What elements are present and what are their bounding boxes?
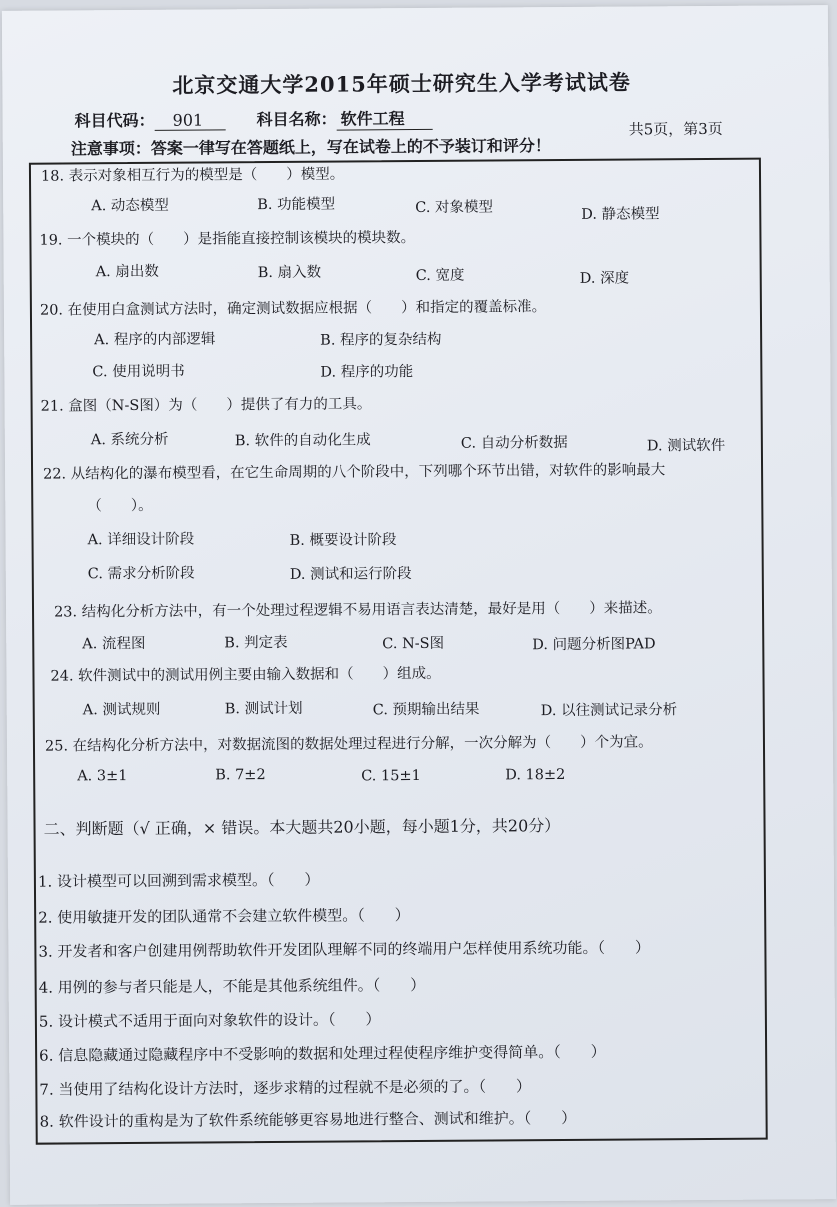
question-18-option-b: B. 功能模型 — [257, 196, 336, 214]
question-19-option-c: C. 宽度 — [415, 267, 465, 285]
question-25-option-c: C. 15±1 — [361, 767, 421, 785]
notice: 注意事项：答案一律写在答题纸上，写在试卷上的不予装订和评分！ — [70, 136, 551, 159]
question-24-option-d: D. 以往测试记录分析 — [540, 702, 678, 720]
question-19-option-b: B. 扇入数 — [257, 264, 322, 282]
question-23-option-a: A. 流程图 — [82, 635, 146, 653]
question-21-option-b: B. 软件的自动化生成 — [234, 432, 371, 450]
true-false-item-3: 3. 开发者和客户创建用例帮助软件开发团队理解不同的终端用户怎样使用系统功能。（ ） — [38, 938, 651, 961]
true-false-item-2: 2. 使用敏捷开发的团队通常不会建立软件模型。（ ） — [38, 906, 410, 927]
true-false-item-5: 5. 设计模式不适用于面向对象软件的设计。（ ） — [38, 1010, 381, 1031]
question-24-option-a: A. 测试规则 — [82, 701, 161, 719]
question-19-option-a: A. 扇出数 — [95, 263, 159, 281]
question-25-option-d: D. 18±2 — [505, 766, 566, 784]
subject-name-value: 软件工程 — [337, 106, 433, 131]
question-22-continuation: （ ）。 — [87, 497, 153, 515]
true-false-item-6: 6. 信息隐藏通过隐藏程序中不受影响的数据和处理过程使程序维护变得简单。（ ） — [39, 1042, 606, 1065]
question-22-option-d: D. 测试和运行阶段 — [289, 566, 412, 583]
section-2-title: 二、判断题（√ 正确，× 错误。本大题共20小题，每小题1分，共20分） — [43, 816, 561, 839]
question-21-option-c: C. 自动分析数据 — [460, 434, 568, 452]
question-20-option-b: B. 程序的复杂结构 — [320, 331, 442, 349]
true-false-item-1: 1. 设计模型可以回溯到需求模型。（ ） — [37, 870, 320, 891]
question-21: 21. 盒图（N-S图）为（ ）提供了有力的工具。 — [40, 396, 372, 415]
true-false-item-8: 8. 软件设计的重构是为了软件系统能够更容易地进行整合、测试和维护。（ ） — [39, 1108, 577, 1131]
question-22-option-c: C. 需求分析阶段 — [87, 565, 195, 583]
question-20-option-d: D. 程序的功能 — [320, 364, 414, 381]
question-22-option-a: A. 详细设计阶段 — [87, 531, 195, 549]
subject-code — [75, 107, 226, 131]
question-21-option-a: A. 系统分析 — [90, 431, 169, 449]
question-23-option-c: C. N-S图 — [382, 635, 445, 653]
question-19-option-d: D. 深度 — [579, 270, 630, 287]
question-20-option-a: A. 程序的内部逻辑 — [94, 331, 216, 349]
question-19: 19. 一个模块的（ ）是指能直接控制该模块的模块数。 — [39, 230, 416, 249]
exam-sheet — [2, 5, 836, 1205]
subject-name-label: 科目名称： — [256, 109, 337, 130]
question-25-option-b: B. 7±2 — [215, 767, 266, 784]
question-20-option-c: C. 使用说明书 — [92, 363, 185, 381]
question-24-option-c: C. 预期输出结果 — [372, 701, 480, 719]
exam-title: 北京交通大学2015年硕士研究生入学考试试卷 — [172, 69, 631, 98]
question-23-option-b: B. 判定表 — [224, 634, 288, 652]
question-25-option-a: A. 3±1 — [77, 768, 128, 785]
question-18: 18. 表示对象相互行为的模型是（ ）模型。 — [40, 166, 345, 185]
true-false-item-4: 4. 用例的参与者只能是人，不能是其他系统组件。（ ） — [38, 975, 426, 997]
question-box — [29, 158, 768, 1145]
true-false-item-7: 7. 当使用了结构化设计方法时，逐步求精的过程就不是必须的了。（ ） — [39, 1077, 532, 1099]
question-21-option-d: D. 测试软件 — [646, 437, 726, 455]
question-18-option-a: A. 动态模型 — [91, 197, 169, 215]
question-20: 20. 在使用白盒测试方法时，确定测试数据应根据（ ）和指定的覆盖标准。 — [39, 299, 547, 319]
question-18-option-c: C. 对象模型 — [415, 199, 494, 217]
subject-name — [257, 106, 433, 131]
subject-code-label: 科目代码： — [74, 110, 155, 131]
question-24-option-b: B. 测试计划 — [224, 700, 303, 718]
subject-code-value: 901 — [155, 110, 226, 130]
question-23-option-d: D. 问题分析图PAD — [532, 636, 656, 654]
page-info: 共5页，第3页 — [628, 119, 723, 139]
question-22: 22. 从结构化的瀑布模型看，在它生命周期的八个阶段中，下列哪个环节出错，对软件的影响最大 — [43, 462, 666, 483]
question-24: 24. 软件测试中的测试用例主要由输入数据和（ ）组成。 — [50, 665, 441, 685]
question-23: 23. 结构化分析方法中，有一个处理过程逻辑不易用语言表达清楚，最好是用（ ）来描述。 — [53, 600, 662, 621]
question-22-option-b: B. 概要设计阶段 — [289, 532, 397, 549]
question-18-option-d: D. 静态模型 — [581, 206, 660, 223]
question-25: 25. 在结构化分析方法中，对数据流图的数据处理过程进行分解，一次分解为（ ）个为宜。 — [44, 734, 653, 755]
